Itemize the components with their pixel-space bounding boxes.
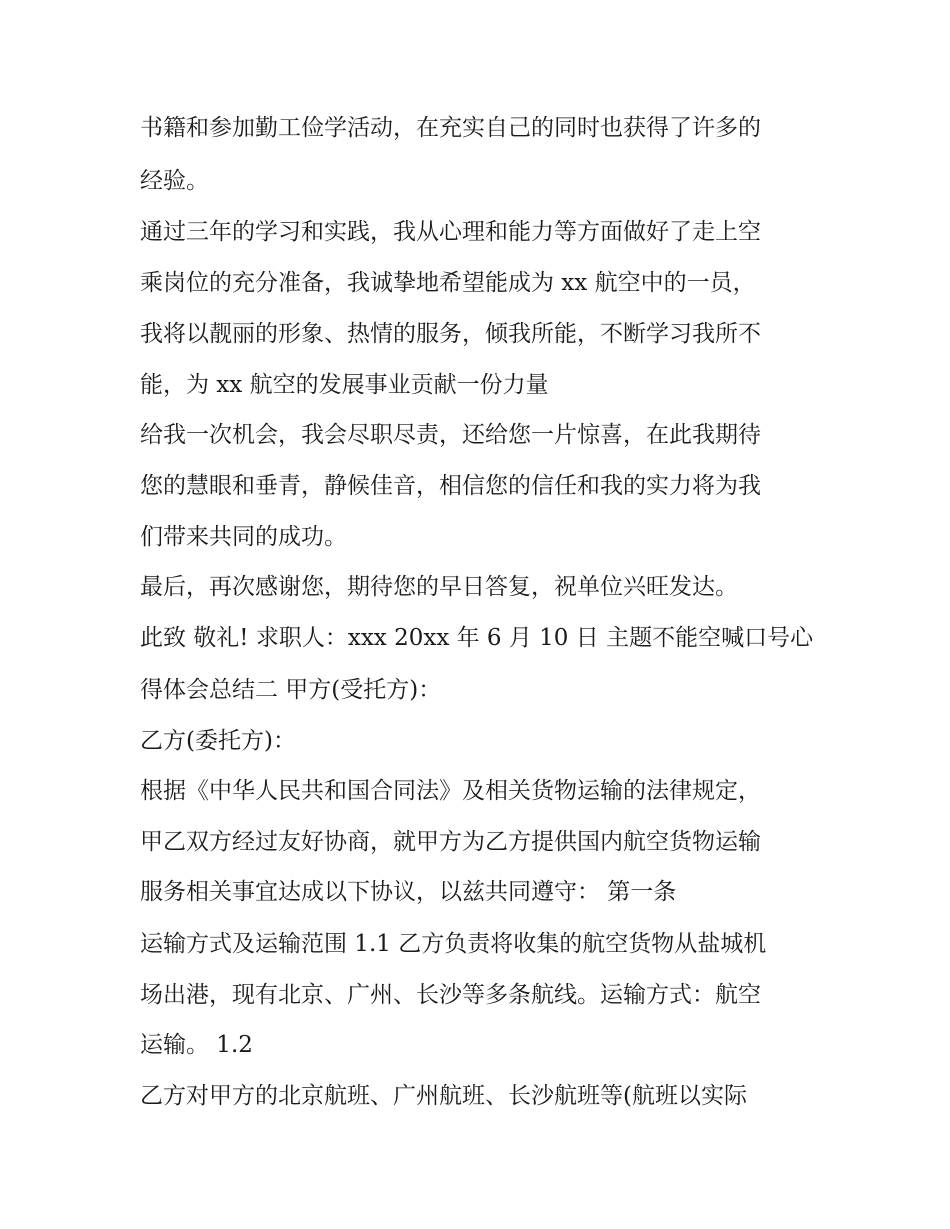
text-line: 乘岗位的充分准备，我诚挚地希望能成为 xx 航空中的一员， [140,270,756,296]
text-line: 运输方式及运输范围 1.1 乙方负责将收集的航空货物从盐城机 [140,931,767,957]
text-line: 书籍和参加勤工俭学活动，在充实自己的同时也获得了许多的 [140,115,761,141]
text-line: 得体会总结二 甲方(受托方)： [140,677,442,703]
text-line: 此致 敬礼! 求职人：xxx 20xx 年 6 月 10 日 主题不能空喊口号心 [140,625,814,651]
text-line: 根据《中华人民共和国合同法》及相关货物运输的法律规定， [140,778,761,804]
text-line: 场出港，现有北京、广州、长沙等多条航线。运输方式：航空 [140,982,761,1008]
text-line: 乙方(委托方)： [140,728,296,754]
text-line: 甲乙双方经过友好协商，就甲方为乙方提供国内航空货物运输 [140,829,761,855]
text-line: 运输。 1.2 [140,1032,253,1058]
text-line: 您的慧眼和垂青，静候佳音，相信您的信任和我的实力将为我 [140,473,761,499]
text-line: 乙方对甲方的北京航班、广州航班、长沙航班等(航班以实际 [140,1083,747,1109]
text-line: 给我一次机会，我会尽职尽责，还给您一片惊喜，在此我期待 [140,422,761,448]
text-line: 我将以靓丽的形象、热情的服务，倾我所能，不断学习我所不 [140,321,761,347]
text-line: 最后，再次感谢您，期待您的早日答复，祝单位兴旺发达。 [140,574,738,600]
text-line: 们带来共同的成功。 [140,524,347,550]
text-line: 能，为 xx 航空的发展事业贡献一份力量 [140,372,549,398]
text-line: 经验。 [140,168,209,194]
text-line: 服务相关事宜达成以下协议，以兹共同遵守： 第一条 [140,879,677,905]
text-line: 通过三年的学习和实践，我从心理和能力等方面做好了走上空 [140,219,761,245]
